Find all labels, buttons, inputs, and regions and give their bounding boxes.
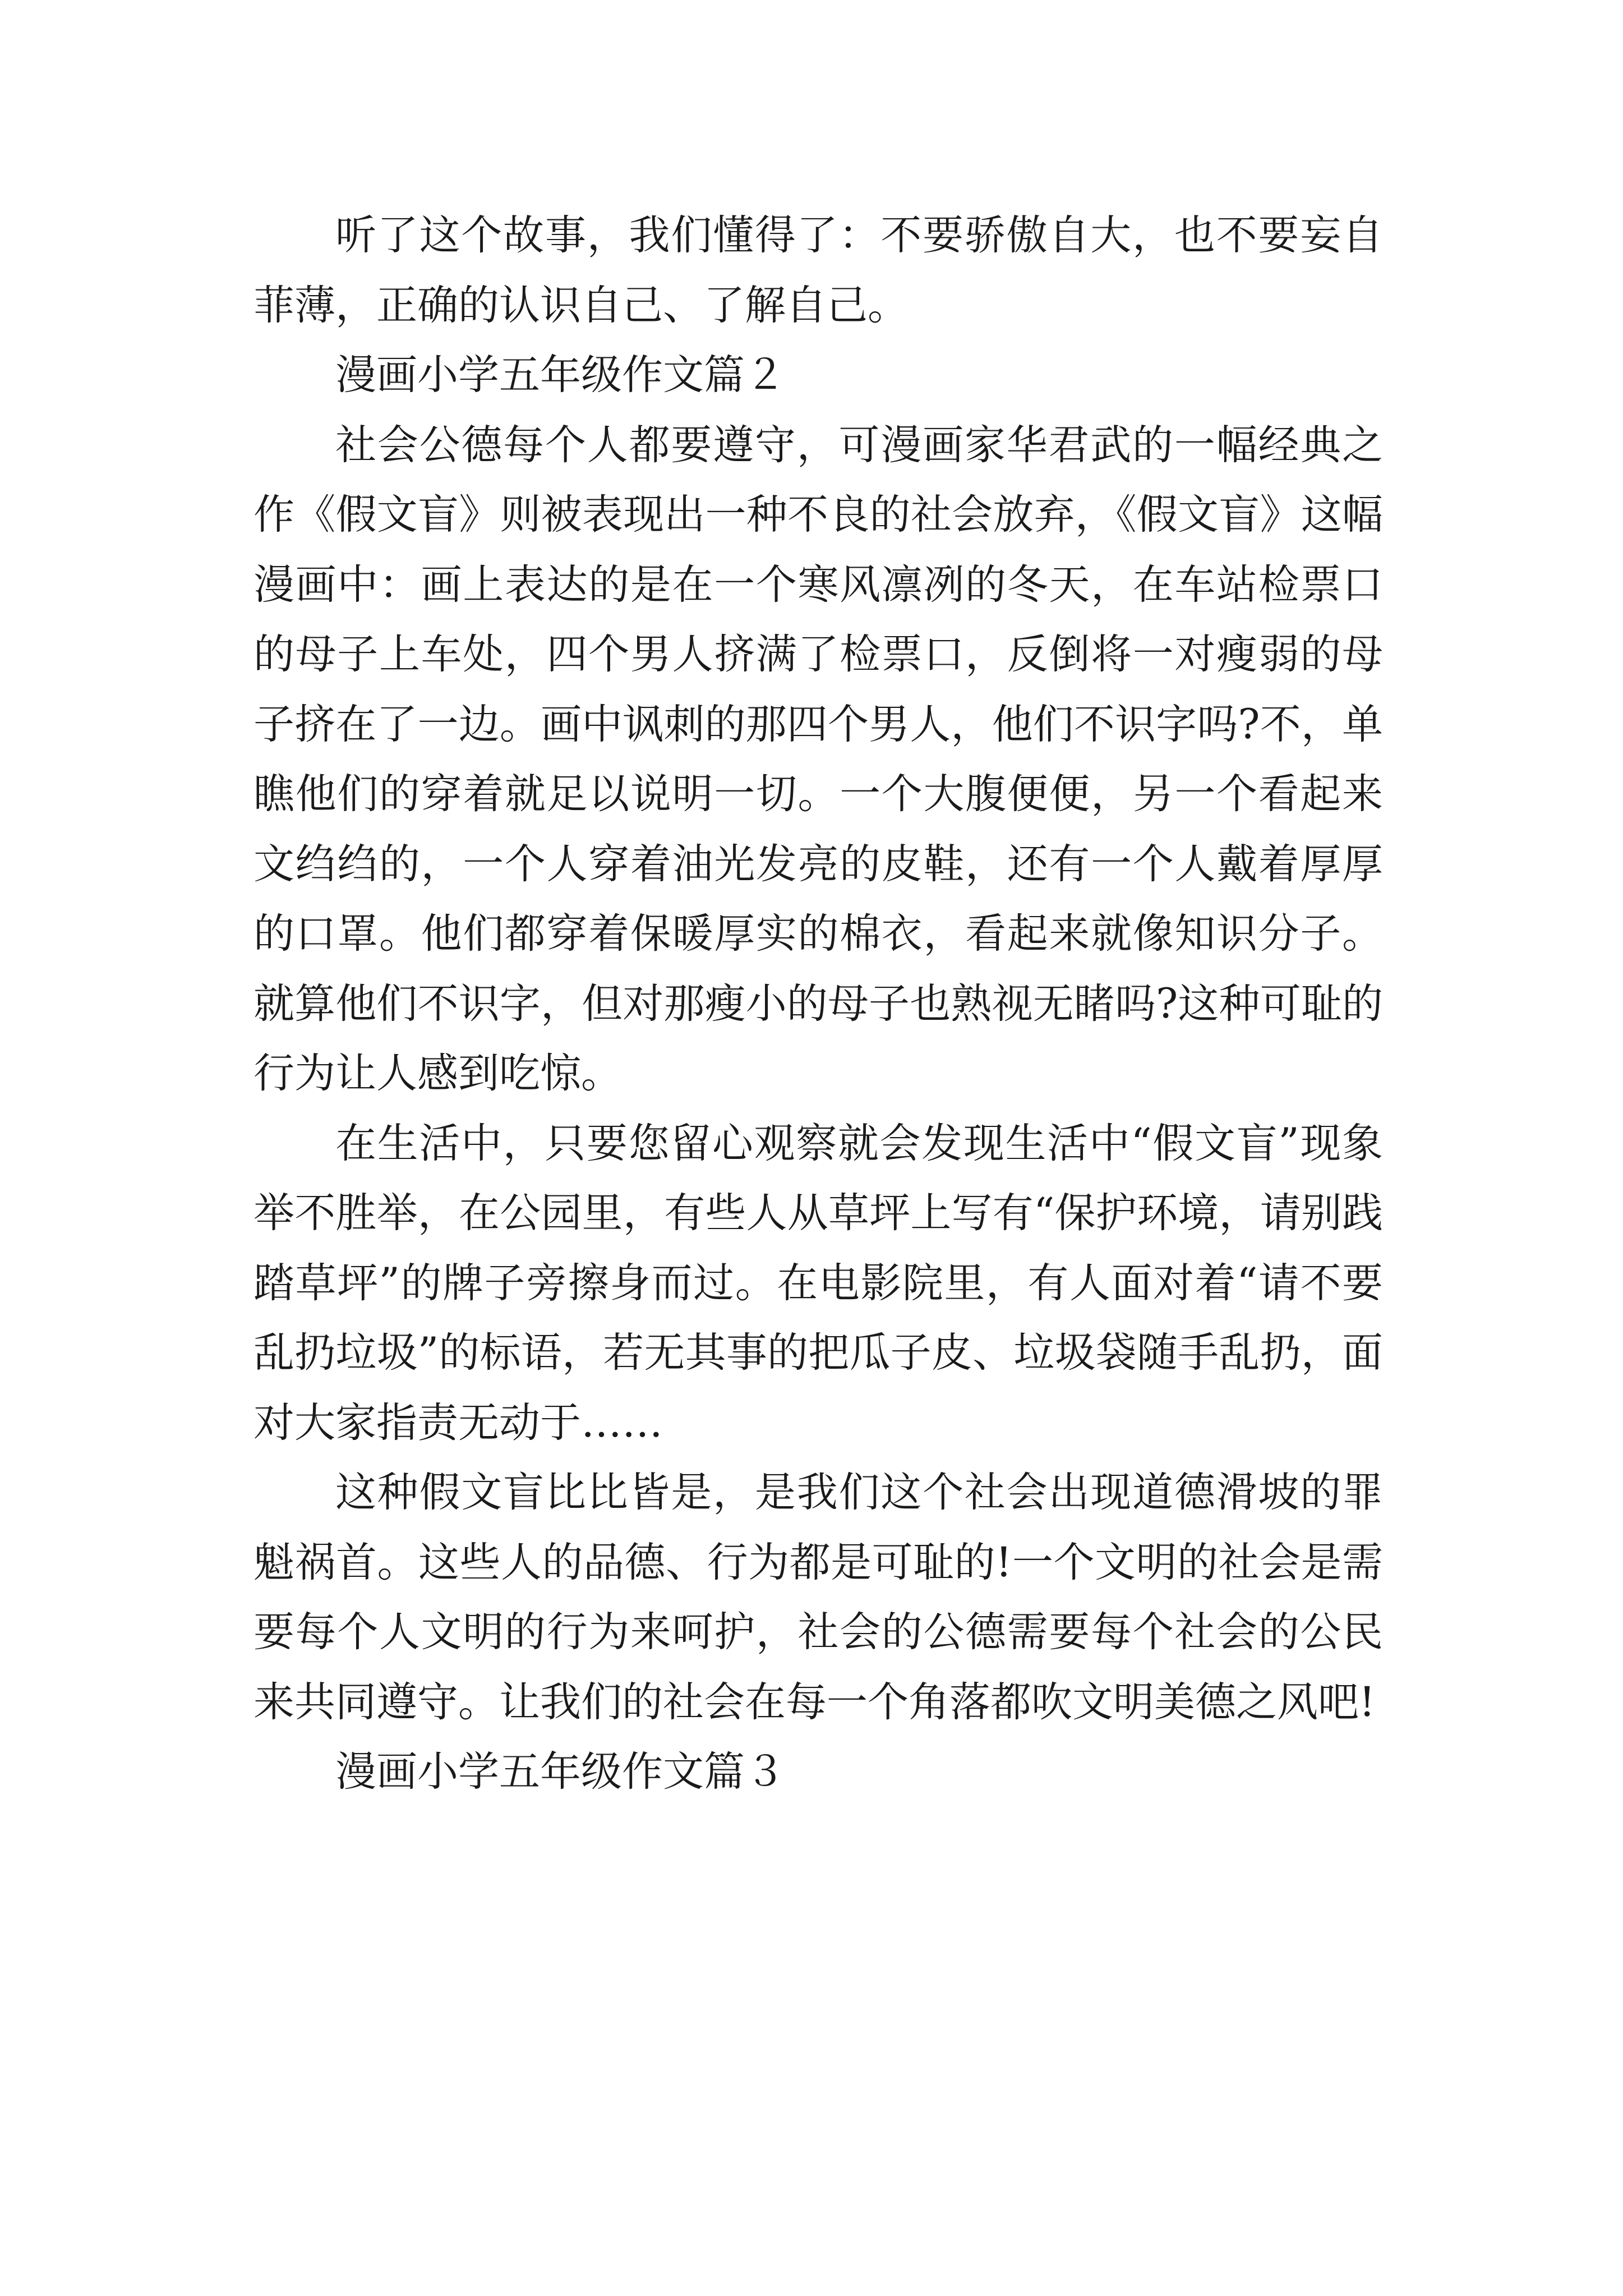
paragraph-comic-description: 社会公德每个人都要遵守，可漫画家华君武的一幅经典之作《假文盲》则被表现出一种不良的社会放弃，《假文盲》这幅漫画中：画上表达的是在一个寒风凛冽的冬天，在车站检票口的母子上车处，四个男人挤满了检票口，反倒将一对瘦弱的母子挤在了一边。画中讽刺的那四个男人，他们不识字吗?不，单瞧他们的穿着就足以说明一切。一个大腹便便，另一个看起来文绉绉的，一个人穿着油光发亮的皮鞋，还有一个人戴着厚厚的口罩。他们都穿着保暖厚实的棉衣，看起来就像知识分子。就算他们不识字，但对那瘦小的母子也熟视无睹吗?这种可耻的行为让人感到吃惊。 [253,421,1383,1097]
section-heading-2: 漫画小学五年级作文篇２ [335,351,786,399]
paragraph-daily-life: 在生活中，只要您留心观察就会发现生活中“假文盲”现象举不胜举，在公园里，有些人从草坪上写有“保护环境，请别践踏草坪”的牌子旁擦身而过。在电影院里，有人面对着“请不要乱扔垃圾”的标语，若无其事的把瓜子皮、垃圾袋随手乱扔，面对大家指责无动于…… [253,1119,1383,1447]
document-body [253,201,1383,1807]
section-heading-3: 漫画小学五年级作文篇３ [335,1748,786,1796]
paragraph-conclusion: 这种假文盲比比皆是，是我们这个社会出现道德滑坡的罪魁祸首。这些人的品德、行为都是可耻的!一个文明的社会是需要每个人文明的行为来呵护，社会的公德需要每个社会的公民来共同遵守。让我们的社会在每一个角落都吹文明美德之风吧! [253,1469,1383,1726]
paragraph-story-lesson: 听了这个故事，我们懂得了：不要骄傲自大，也不要妄自菲薄，正确的认识自己、了解自己。 [253,211,1383,329]
